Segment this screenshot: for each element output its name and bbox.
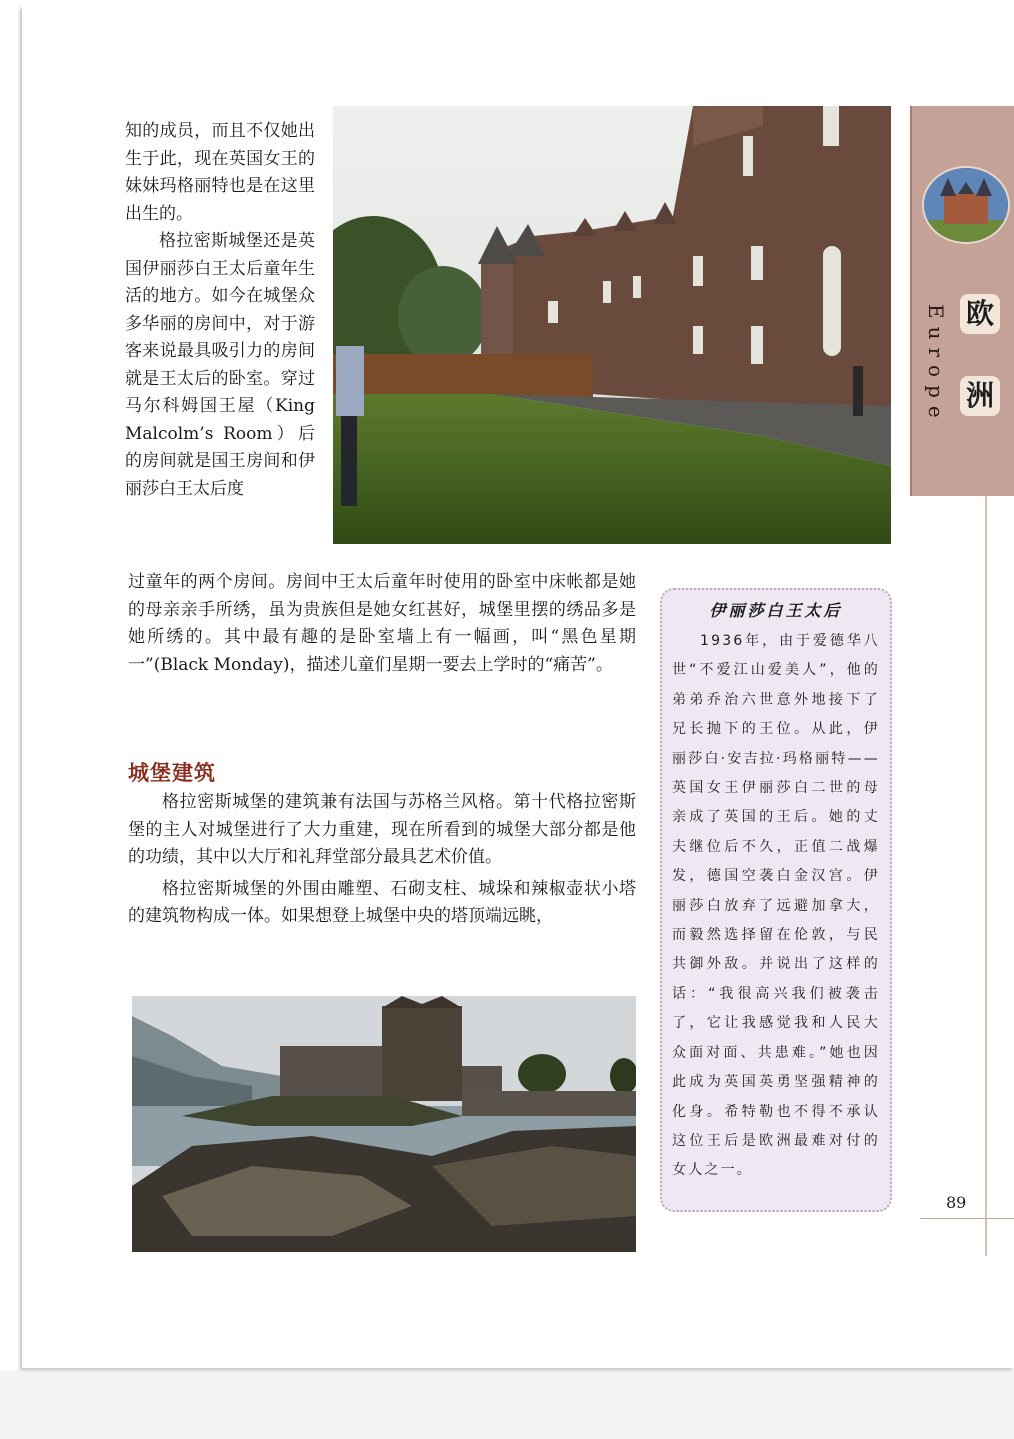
intro-paragraph-1: 知的成员，而且不仅她出生于此，现在英国女王的妹妹玛格丽特也是在这里出生的。 (125, 121, 315, 224)
page-number: 89 (946, 1193, 967, 1212)
glamis-castle-photo (333, 106, 891, 544)
section-paragraph-2: 格拉密斯城堡的外围由雕塑、石砌支柱、城垛和辣椒壶状小塔的建筑物构成一体。如果想登上城堡中央的塔顶端远眺， (128, 878, 636, 926)
page-bottom-margin (0, 1370, 1014, 1439)
section-title: 城堡建筑 (128, 761, 216, 785)
castle-emblem-icon (922, 166, 1010, 244)
queen-mother-sidebar (660, 588, 892, 1212)
section-paragraph-1: 格拉密斯城堡的建筑兼有法国与苏格兰风格。第十代格拉密斯堡的主人对城堡进行了大力重建，现在所看到的城堡大部分都是他的功绩，其中以大厅和礼拜堂部分最具艺术价值。 (128, 792, 636, 867)
intro-narrow-column (125, 118, 315, 503)
lake-castle-photo (132, 996, 636, 1252)
sidebar-title: 伊丽莎白王太后 (709, 601, 843, 620)
margin-rule (985, 496, 987, 1256)
section-body (128, 789, 636, 935)
intro-paragraph-2-end: 过童年的两个房间。房间中王太后童年时使用的卧室中床帐都是她的母亲亲手所绣，虽为贵族但是她女红甚好，城堡里摆的绣品多是她所绣的。其中最有趣的是卧室墙上有一幅画，叫“黑色星期一”(Black Monday)，描述儿童们星期一要去上学时的“痛苦”。 (128, 572, 636, 675)
europe-char-bottom: 洲 (960, 376, 1000, 416)
europe-char-top: 欧 (960, 294, 1000, 334)
intro-wide-column (128, 569, 636, 679)
europe-label: Europe (924, 304, 948, 426)
sidebar-body: 1936年，由于爱德华八世“不爱江山爱美人”，他的弟弟乔治六世意外地接下了兄长抛下的王位。从此，伊丽莎白·安吉拉·玛格丽特——英国女王伊丽莎白二世的母亲成了英国的王后。她的丈夫继位后不久，正值二战爆发，德国空袭白金汉宫。伊丽莎白放弃了远避加拿大，而毅然选择留在伦敦，与民共御外敌。并说出了这样的话：“我很高兴我们被袭击了，它让我感觉我和人民大众面对面、共患难。”她也因此成为英国英勇坚强精神的化身。希特勒也不得不承认这位王后是欧洲最难对付的女人之一。 (672, 633, 880, 1179)
intro-paragraph-2-start: 格拉密斯城堡还是英国伊丽莎白王太后童年生活的地方。如今在城堡众多华丽的房间中，对于游客来说最具吸引力的房间就是王太后的卧室。穿过马尔科姆国王屋（King Malcolm’s Room）后的房间就是国王房间和伊丽莎白王太后度 (125, 231, 315, 499)
page-number-rule (920, 1218, 1014, 1219)
chapter-side-tab (910, 106, 1014, 496)
